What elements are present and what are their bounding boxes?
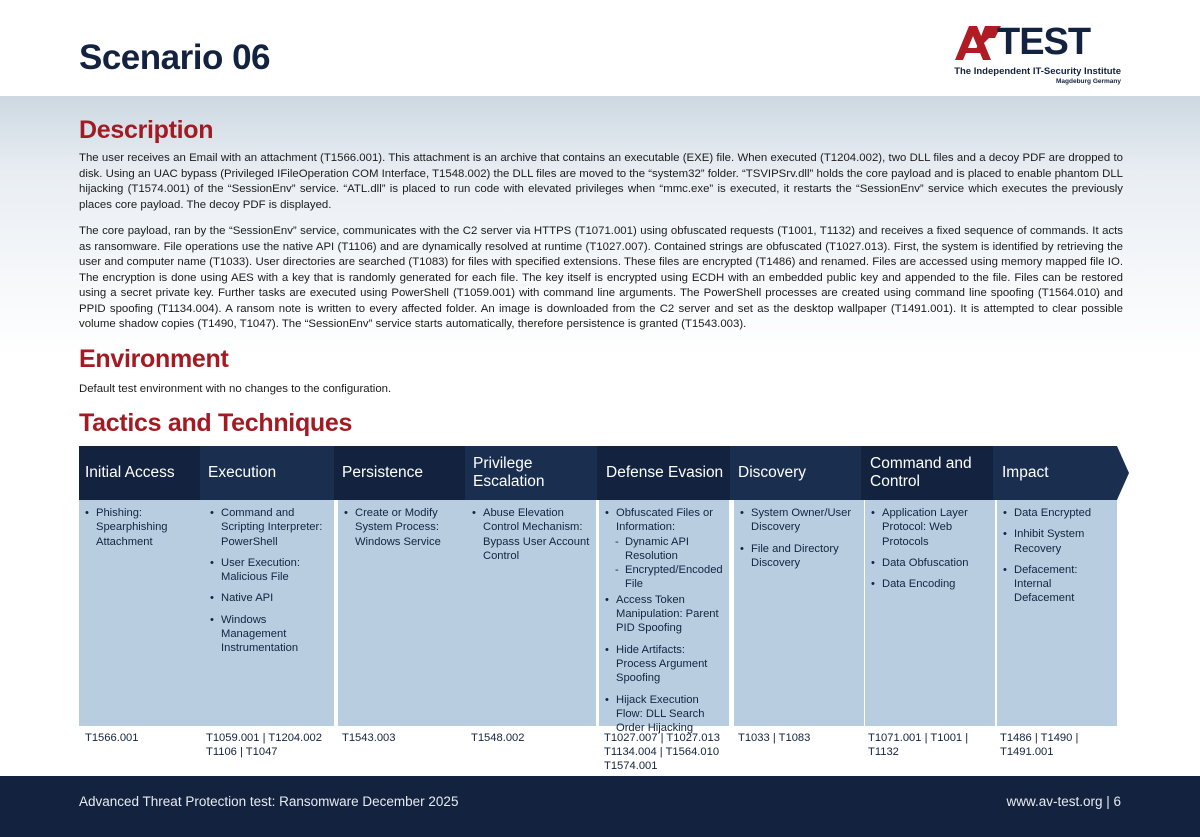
tactic-techniques-box <box>204 500 334 726</box>
technique-item: • System Owner/User Discovery <box>740 506 858 535</box>
tactics-grid <box>79 446 1129 772</box>
tactic-techniques-box <box>865 500 995 726</box>
technique-item: • Defacement: Internal Defacement <box>1003 563 1111 606</box>
av-logo-mark-icon <box>955 24 1001 62</box>
footer-website-page-number[interactable]: www.av-test.org | 6 <box>1006 794 1121 809</box>
technique-item: • Data Encrypted <box>1003 506 1111 520</box>
technique-item: • Windows Management Instrumentation <box>210 613 328 656</box>
technique-item: • Obfuscated Files or Information: <box>605 506 723 535</box>
technique-ids: T1033 | T1083 <box>738 732 811 744</box>
description-paragraph-2: The core payload, ran by the “SessionEnv” service, communicates with the C2 server via HTTPS (T1071.001) using obfuscated requests (T1001, T1132) and receives a fixed sequence of commands. It acts as ransomware. File operations use the native API (T1106) and are dynamically resolved at runtime (T1027.007). Contained strings are obfuscated (T1027.013). First, the system is identified by retrieving the user and computer name (T1033). User directories are searched (T1083) for files with specified extensions. These files are encrypted (T1486) and renamed. Files are accessed using memory mapped file IO. The encryption is done using AES with a key that is randomly generated for each file. The key itself is encrypted using ECDH with an embedded public key and appended to the file. Files can be restored using a secret private key. Further tasks are executed using PowerShell (T1059.001) with command line arguments. The PowerShell processes are created using command line spoofing (T1564.010) and PPID spoofing (T1134.004). A ransom note is written to every affected folder. An image is downloaded from the C2 server and set as the desktop wallpaper (T1491.001). It is attempted to clear possible volume shadow copies (T1490, T1047). The “SessionEnv” service starts automatically, therefore persistence is granted (T1543.003). <box>79 225 1123 330</box>
technique-ids: T1027.007 | T1027.013 T1134.004 | T1564.010 T1574.001 <box>604 732 720 772</box>
technique-ids: T1486 | T1490 | T1491.001 <box>1000 732 1079 758</box>
tactic-label: Execution <box>208 464 277 481</box>
tactics-heading: Tactics and Techniques <box>79 409 353 437</box>
technique-subitem: - Dynamic API Resolution <box>605 535 723 564</box>
technique-ids: T1566.001 <box>85 732 139 744</box>
tactic-label: Impact <box>1002 464 1049 481</box>
technique-item: • Access Token Manipulation: Parent PID Spoofing <box>605 593 723 636</box>
technique-item: • Phishing: Spearphishing Attachment <box>85 506 203 549</box>
technique-item: • Hide Artifacts: Process Argument Spoofing <box>605 643 723 686</box>
technique-subitem: - Encrypted/Encoded File <box>605 563 723 592</box>
tactic-techniques-box <box>79 500 209 726</box>
description-heading: Description <box>79 116 214 144</box>
environment-text: Default test environment with no changes to the configuration. <box>79 383 392 395</box>
technique-ids: T1059.001 | T1204.002 T1106 | T1047 <box>206 732 322 758</box>
logo-tagline: The Independent IT-Security Institute <box>954 66 1121 77</box>
tactic-label: Defense Evasion <box>606 464 724 481</box>
page-footer <box>0 776 1200 837</box>
technique-ids: T1543.003 <box>342 732 396 744</box>
technique-item: • Command and Scripting Interpreter: PowerShell <box>210 506 328 549</box>
tactic-techniques-box <box>338 500 468 726</box>
technique-ids: T1071.001 | T1001 | T1132 <box>868 732 969 758</box>
technique-item: • File and Directory Discovery <box>740 542 858 571</box>
tactic-label: Persistence <box>342 464 423 481</box>
environment-heading: Environment <box>79 345 229 373</box>
footer-report-title: Advanced Threat Protection test: Ransomware December 2025 <box>79 794 459 809</box>
tactic-techniques-box <box>466 500 596 726</box>
page-title: Scenario 06 <box>79 38 270 77</box>
technique-ids: T1548.002 <box>471 732 525 744</box>
technique-item: • Abuse Elevation Control Mechanism: Bypass User Account Control <box>472 506 590 563</box>
tactic-label: Command and Control <box>870 455 972 490</box>
technique-item: • User Execution: Malicious File <box>210 556 328 585</box>
tactic-label: Privilege Escalation <box>473 455 545 490</box>
technique-item: • Hijack Execution Flow: DLL Search Order Hijacking <box>605 693 723 736</box>
tactic-techniques-box <box>997 500 1117 726</box>
technique-item: • Application Layer Protocol: Web Protocols <box>871 506 989 549</box>
logo-brand-text: TEST <box>997 21 1091 63</box>
logo-location: Magdeburg Germany <box>1055 78 1121 85</box>
technique-item: • Data Obfuscation <box>871 556 989 570</box>
technique-item: • Native API <box>210 591 328 605</box>
technique-item: • Data Encoding <box>871 577 989 591</box>
technique-item: • Inhibit System Recovery <box>1003 527 1111 556</box>
description-paragraph-1: The user receives an Email with an attachment (T1566.001). This attachment is an archive that contains an executable (EXE) file. When executed (T1204.002), two DLL files and a decoy PDF are dropped to disk. Using an UAC bypass (Privileged IFileOperation COM Interface, T1548.002) the DLL files are moved to the “system32” folder. “TSVIPSrv.dll” holds the core payload and is placed to enable phantom DLL hijacking (T1574.001) of the “SessionEnv” service. “ATL.dll” is placed to run code with elevated privileges when “mmc.exe” is executed, it restarts the “SessionEnv” service which executes the previously places core payload. The decoy PDF is displayed. <box>79 152 1123 211</box>
tactic-label: Discovery <box>738 464 807 481</box>
tactic-label: Initial Access <box>85 464 175 481</box>
tactic-techniques-box <box>734 500 864 726</box>
technique-item: • Create or Modify System Process: Windows Service <box>344 506 462 549</box>
tactic-techniques-box <box>599 500 729 735</box>
av-test-logo <box>954 21 1125 88</box>
